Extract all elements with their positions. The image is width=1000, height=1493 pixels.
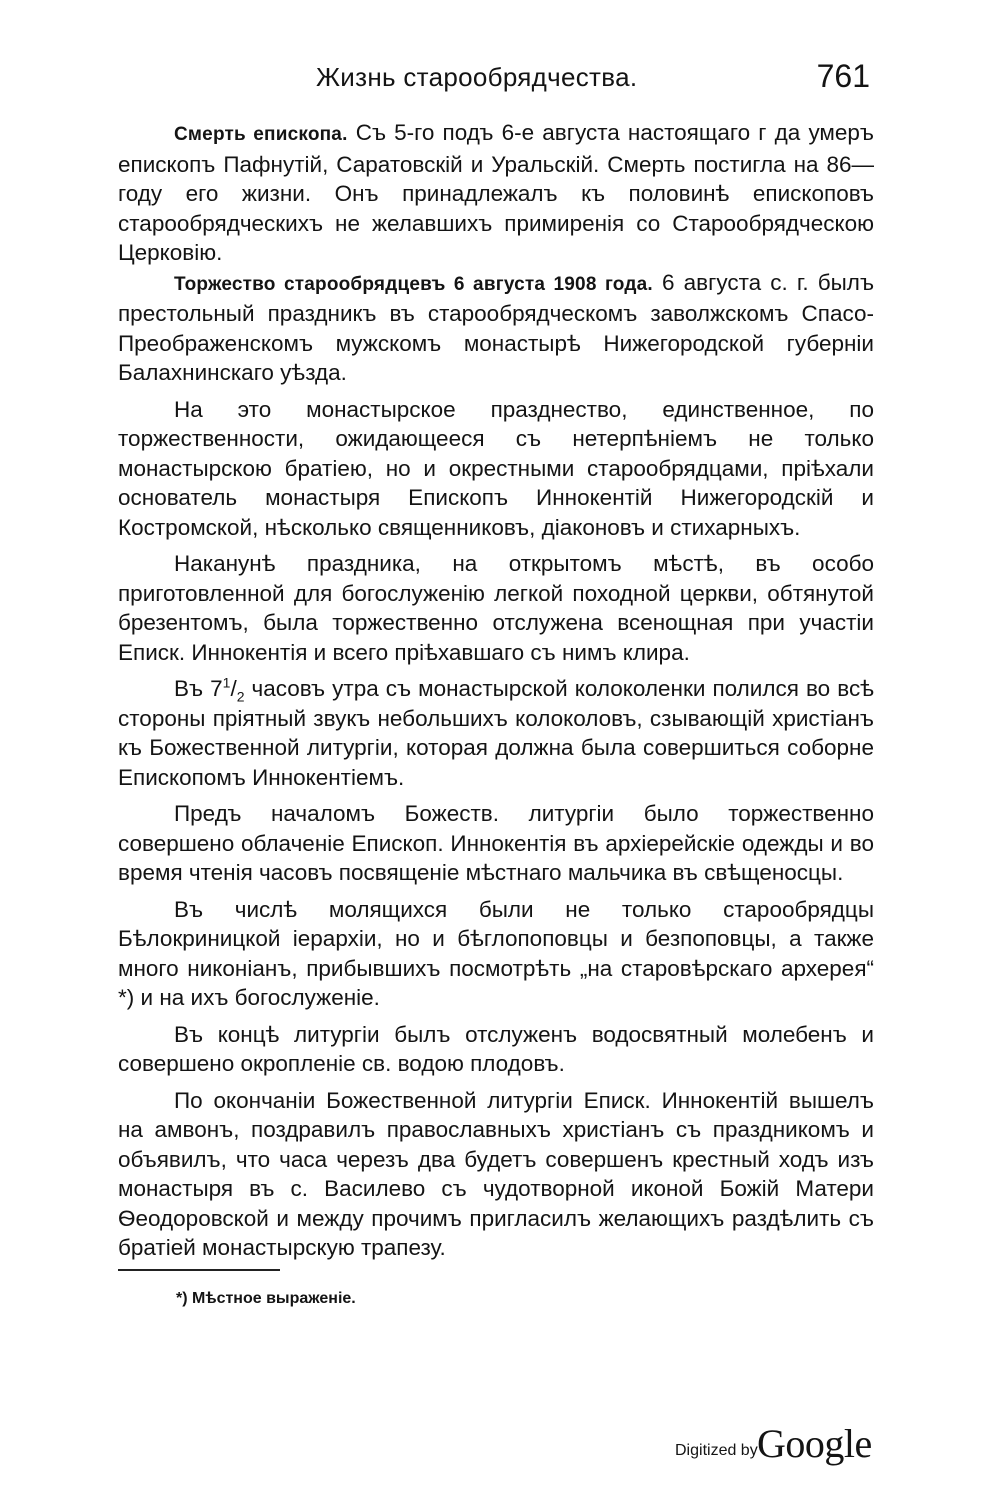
fraction-slash: / bbox=[230, 676, 237, 701]
digitized-watermark bbox=[675, 1421, 875, 1476]
paragraph-text: часовъ утра съ монастырской колоколенки полился во всѣ стороны пріятный звукъ небольшихъ колоколовъ, сзывающій христіанъ къ Божественной литургіи, которая должна была совершиться соборне Епископомъ Иннокентіемъ. bbox=[118, 676, 874, 790]
paragraph-text: Въ концѣ литургіи былъ отслуженъ водосвятный молебенъ и совершено окропленіе св. водою плодовъ. bbox=[118, 1021, 874, 1076]
paragraph-text: Съ 5-го подъ 6-е августа настоящаго г да умеръ епископъ Пафнутій, Саратовскій и Уральскій. Смерть постигла на 86—году его жизни. Онъ принадлежалъ къ половинѣ епископовъ старообрядческихъ не желавшихъ примиренія со Старообрядческою Церковію. bbox=[118, 120, 874, 265]
watermark-prefix: Digitized by bbox=[675, 1442, 758, 1459]
paragraph-text: По окончаніи Божественной литургіи Еписк. Иннокентій вышелъ на амвонъ, поздравилъ православныхъ христіанъ съ праздникомъ и объявилъ, что часа черезъ два будетъ совершенъ крестный ходъ изъ монастыря въ с. Василево съ чудотворной иконой Божій Матери Ѳеодоровской и между прочимъ пригласилъ желающихъ раздѣлить съ братіей монастырскую трапезу. bbox=[118, 1087, 874, 1260]
article-body bbox=[118, 118, 874, 1263]
paragraph-bells bbox=[118, 674, 874, 792]
paragraph-text: Въ числѣ молящихся были не только старообрядцы Бѣлокриницкой іерархіи, но и бѣглопоповцы и безпоповцы, а также много никоніанъ, прибывшихъ посмотрѣть „на старовѣрскаго архерея“ *) и на ихъ богослуженіе. bbox=[118, 896, 874, 1010]
footnote-divider bbox=[118, 1269, 280, 1271]
google-logo: Google bbox=[757, 1421, 872, 1466]
fraction-denominator: 2 bbox=[236, 688, 245, 705]
paragraph-text: Предъ началомъ Божеств. литургіи было торжественно совершено облаченіе Епископ. Иннокентія въ архіерейскіе одежды и во время чтенія часовъ посвященіе мѣстнаго мальчика въ свѣщеносцы. bbox=[118, 801, 874, 885]
fraction-numerator: 1 bbox=[222, 674, 231, 691]
paragraph-heading: Смерть епископа. bbox=[174, 124, 348, 145]
paragraph-celebration bbox=[118, 268, 874, 388]
page-header bbox=[118, 58, 870, 98]
paragraph-bishop-death bbox=[118, 118, 874, 268]
paragraph-text: Въ 7 bbox=[174, 676, 223, 701]
running-title: Жизнь старообрядчества. bbox=[316, 62, 638, 92]
paragraph-text: Наканунѣ праздника, на открытомъ мѣстѣ, въ особо приготовленной для богослуженію легкой походной церкви, обтянутой брезентомъ, была торжественно отслужена всенощная при участіи Еписк. Иннокентія и всего пріѣхавшаго съ нимъ клира. bbox=[118, 551, 874, 665]
page-number: 761 bbox=[816, 58, 870, 94]
paragraph-text: 6 августа с. г. былъ престольный праздникъ въ старообрядческомъ заволжскомъ Спасо-Преображенскомъ мужскомъ монастырѣ Нижегородской губерніи Балахнинскаго уѣзда. bbox=[118, 269, 875, 385]
paragraph-text: На это монастырское празднество, единственное, по торжественности, ожидающееся съ нетерпѣніемъ не только монастырскою братіею, но и окрестными старообрядцами, пріѣхали основатель монастыря Епископъ Иннокентій Нижегородскій и Костромской, нѣсколько священниковъ, діаконовъ и стихарныхъ. bbox=[118, 396, 874, 540]
footnote: *) Мѣстное выраженіе. bbox=[176, 1290, 356, 1307]
paragraph-heading: Торжество старообрядцевъ 6 августа 1908 года. bbox=[174, 273, 653, 295]
